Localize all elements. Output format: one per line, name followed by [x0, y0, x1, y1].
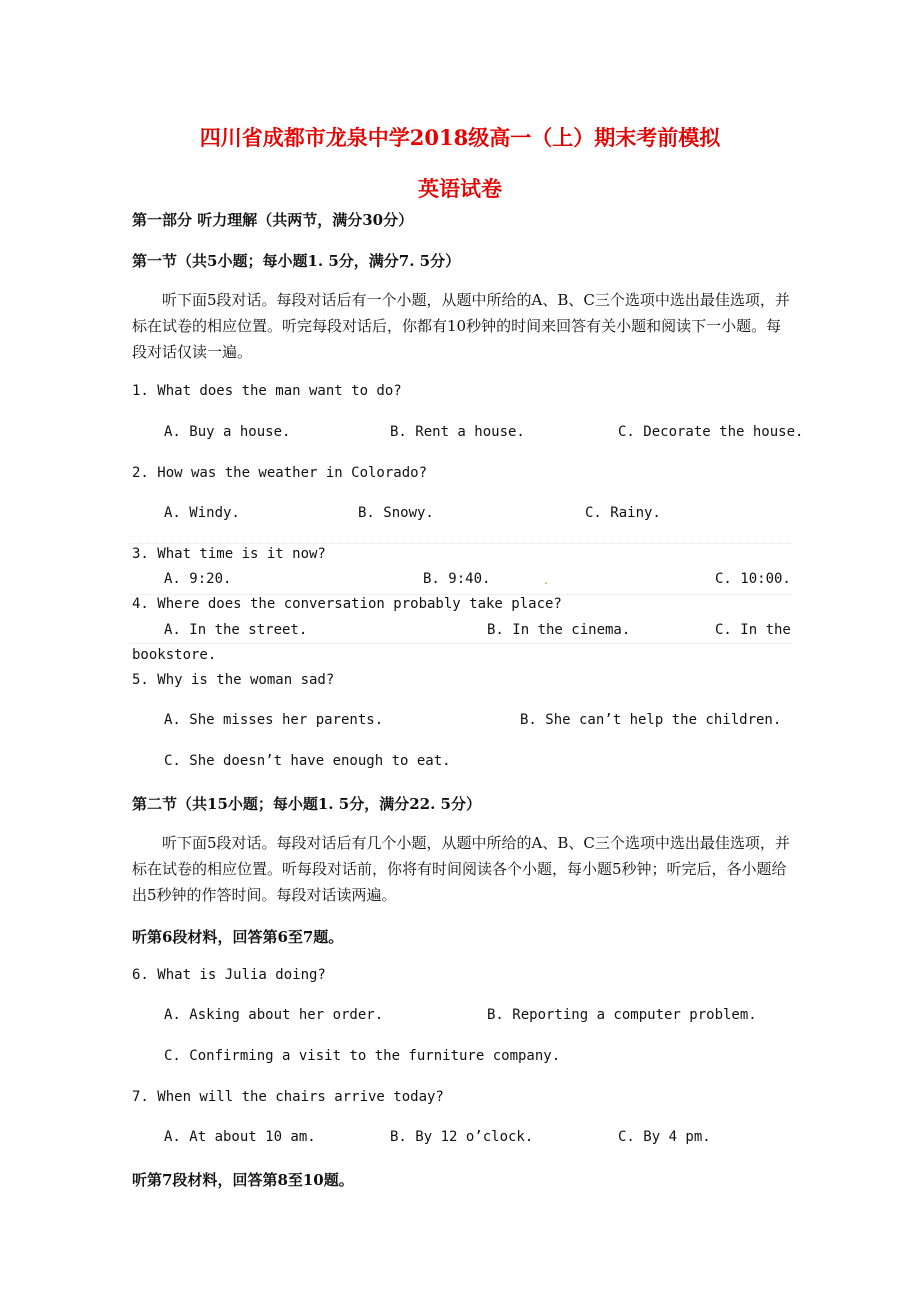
question-4-option-a: A. In the street. [164, 622, 308, 638]
question-2-option-c: C. Rainy. [585, 505, 661, 521]
question-6-stem: 6. What is Julia doing? [132, 967, 326, 983]
question-5-option-b: B. She can’t help the children. [520, 712, 782, 728]
section1-heading: 第一节（共5小题；每小题1. 5分，满分7. 5分） [132, 252, 461, 270]
group-6-heading: 听第6段材料，回答第6至7题。 [132, 928, 344, 946]
section1-instructions: 听下面5段对话。每段对话后有一个小题，从题中所给的A、B、C三个选项中选出最佳选项，并标在试卷的相应位置。听完每段对话后，你都有10秒钟的时间来回答有关小题和阅读下一小题。每段对话仅读一遍。 [132, 291, 790, 361]
question-5-option-c: C. She doesn’t have enough to eat. [164, 753, 451, 769]
question-7-option-a: A. At about 10 am. [164, 1129, 316, 1145]
question-4-option-c: C. In the [715, 622, 791, 638]
question-6-option-b: B. Reporting a computer problem. [487, 1007, 757, 1023]
part1-heading: 第一部分 听力理解（共两节，满分30分） [132, 211, 414, 229]
question-3-option-b: B. 9:40. [423, 571, 491, 587]
question-6-option-a: A. Asking about her order. [164, 1007, 384, 1023]
section2-instructions: 听下面5段对话。每段对话后有几个小题，从题中所给的A、B、C三个选项中选出最佳选项，并标在试卷的相应位置。听每段对话前，你将有时间阅读各个小题，每小题5秒钟；听完后，各小题给出5秒钟的作答时间。每段对话读两遍。 [132, 834, 790, 904]
dotted-rule [130, 643, 792, 644]
question-7-option-c: C. By 4 pm. [618, 1129, 711, 1145]
question-5-option-a: A. She misses her parents. [164, 712, 384, 728]
question-4-option-b: B. In the cinema. [487, 622, 631, 638]
question-5-stem: 5. Why is the woman sad? [132, 672, 335, 688]
question-2-option-b: B. Snowy. [358, 505, 434, 521]
group-7-heading: 听第7段材料，回答第8至10题。 [132, 1171, 354, 1189]
question-1-stem: 1. What does the man want to do? [132, 383, 402, 399]
question-7-option-b: B. By 12 o’clock. [390, 1129, 534, 1145]
question-7-stem: 7. When will the chairs arrive today? [132, 1089, 444, 1105]
exam-title: 四川省成都市龙泉中学2018级高一（上）期末考前模拟 [199, 125, 721, 150]
section2-heading: 第二节（共15小题；每小题1. 5分，满分22. 5分） [132, 795, 481, 813]
question-4-stem: 4. Where does the conversation probably take place? [132, 596, 562, 612]
dotted-rule [130, 594, 792, 595]
exam-subtitle: 英语试卷 [418, 176, 502, 201]
question-2-stem: 2. How was the weather in Colorado? [132, 465, 428, 481]
question-4-option-c-continued: bookstore. [132, 647, 217, 663]
question-6-option-c: C. Confirming a visit to the furniture company. [164, 1048, 561, 1064]
question-3-stem: 3. What time is it now? [132, 546, 326, 562]
question-3-option-c: C. 10:00. [715, 571, 791, 587]
question-2-option-a: A. Windy. [164, 505, 240, 521]
question-1-option-c: C. Decorate the house. [618, 424, 804, 440]
question-3-option-a: A. 9:20. [164, 571, 232, 587]
dotted-rule [130, 543, 792, 544]
question-1-option-a: A. Buy a house. [164, 424, 291, 440]
question-1-option-b: B. Rent a house. [390, 424, 525, 440]
dot-mark-icon: . [544, 573, 548, 587]
